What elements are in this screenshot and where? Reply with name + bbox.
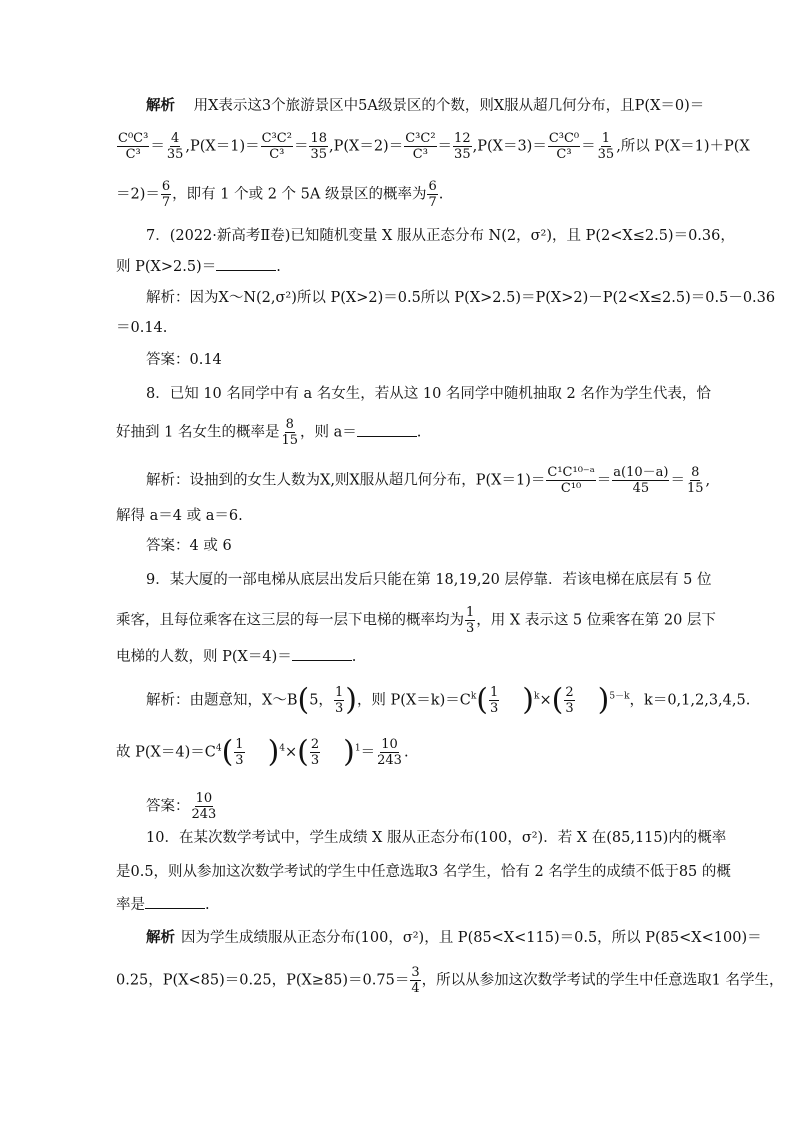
q7-solution-line-2: ＝0.14.: [116, 320, 168, 336]
q8-question-line-1: 8．已知 10 名同学中有 a 名女生，若从这 10 名同学中随机抽取 2 名作为学生代表，恰: [146, 386, 711, 402]
q6-solution-label: 解析: [146, 97, 175, 114]
answer-blank: [357, 422, 417, 437]
q8-answer: 答案：4 或 6: [146, 538, 232, 554]
q10-solution-line-1: 解析 因为学生成绩服从正态分布(100，σ²)，且 P(85<X<115)＝0.5，所以 P(85<X<100)＝: [146, 929, 762, 946]
q10-solution-line-2: 0.25，P(X<85)＝0.25，P(X≥85)＝0.75＝ $\frac{3}{4}$ ，所以从参加这次数学考试的学生中任意选取1 名学生，: [116, 965, 784, 996]
q8-solution-line-2: 解得 a＝4 或 a＝6.: [116, 508, 243, 524]
q10-question-line-1: 10．在某次数学考试中，学生成绩 X 服从正态分布(100，σ²)．若 X 在(85,115)内的概率: [146, 830, 727, 846]
answer-blank: [145, 894, 205, 909]
q10-question-line-3: 率是 .: [116, 894, 210, 915]
q9-question-line-3: 电梯的人数，则 P(X＝4)＝ .: [116, 646, 356, 667]
q9-question-line-2: 乘客，且每位乘客在这三层的每一层下电梯的概率均为 $\frac{1}{3}$ ，用 X 表示这 5 位乘客在第 20 层下: [116, 605, 716, 636]
answer-blank: [292, 646, 352, 661]
q6-solution-line-3: ＝2)＝ $\frac{6}{7}$ ，即有 1 个或 2 个 5A 级景区的概率为 $\frac{6}{7}$ .: [116, 179, 444, 210]
q9-solution-line-1: 解析：由题意知，X～B(5， $\frac{1}{3}$ )，则 $P(X=k)=C^k$( $\frac{1}{3}$ )$^k$×( $\frac{2}{3}$ )$^{5-k}$，k＝0,1,2,3,4,5.: [146, 682, 751, 718]
q9-question-line-1: 9．某大厦的一部电梯从底层出发后只能在第 18,19,20 层停靠．若该电梯在底层有 5 位: [146, 572, 712, 588]
q7-solution-line-1: 解析：因为X～N(2,σ²)所以 P(X>2)＝0.5所以 P(X>2.5)＝P(X>2)－P(2<X≤2.5)＝0.5－0.36: [146, 290, 776, 306]
q9-solution-line-2: 故 $P(X=4)=C^4$( $\frac{1}{3}$ )$^4$×( $\frac{2}{3}$ )$^1$＝ $\frac{10}{243}$ .: [116, 734, 409, 770]
fraction: $\frac{4}{35}$: [166, 131, 184, 162]
q7-question-line-2: 则 P(X>2.5)＝ .: [116, 256, 281, 277]
q8-question-line-2: 好抽到 1 名女生的概率是 $\frac{8}{15}$ ，则 a＝ .: [116, 417, 422, 448]
q10-question-line-2: 是0.5，则从参加这次数学考试的学生中任意选取3 名学生，恰有 2 名学生的成绩不低于85 的概: [116, 864, 731, 880]
q6-solution-line-2: $\frac{\text{C⁰C³}}{\text{C³}}$ ＝ $\frac{4}{35}$ ,P(X＝1)＝ $\frac{\text{C³C²}}{\text{C³}}$ ＝ $\frac{18}{35}$ ,P(X＝2)＝ $\frac{\text{C³C²}}{\text{C³}}$ ＝ $\frac{12}{35}$ ,P(X＝3)＝ $\frac{\text{C³C⁰}}{\text{C³}}$ ＝ $\frac{1}{35}$ ,所以 P(X＝1)＋P(X: [118, 131, 750, 162]
q7-answer: 答案：0.14: [146, 352, 222, 368]
answer-blank: [216, 256, 276, 271]
q7-question-line-1: 7．(2022·新高考Ⅱ卷)已知随机变量 X 服从正态分布 N(2，σ²)，且 P(2<X≤2.5)＝0.36，: [146, 228, 735, 244]
q6-solution-line-1: 解析 用X表示这3个旅游景区中5A级景区的个数，则X服从超几何分布，且P(X＝0)＝: [146, 97, 705, 114]
q8-solution-line-1: 解析：设抽到的女生人数为X,则X服从超几何分布，P(X＝1)＝ $\frac{\text{C¹C¹⁰⁻ᵃ}}{\text{C¹⁰}}$ ＝ $\frac{a(10-a)}{45}$ ＝ $\frac{8}{15}$ ,: [146, 465, 711, 496]
q9-answer: 答案： $\frac{10}{243}$: [146, 791, 217, 822]
